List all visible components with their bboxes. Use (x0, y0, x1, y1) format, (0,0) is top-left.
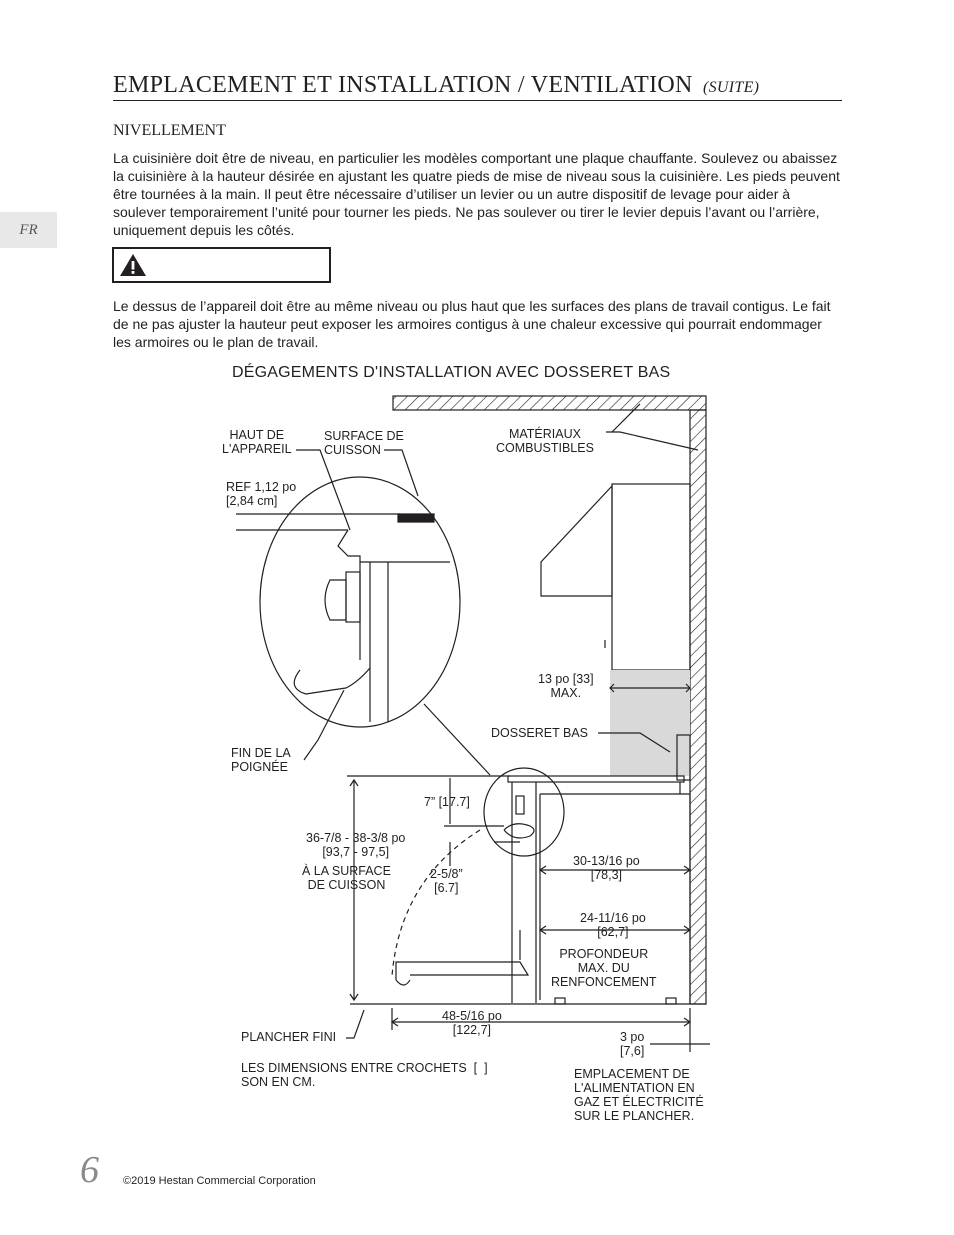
label-dim-3: 3 po [7,6] (620, 1030, 645, 1058)
label-top-of-appliance: HAUT DE L'APPAREIL (222, 428, 292, 456)
label-height-range: 36-7/8 - 38-3/8 po [93,7 - 97,5] (306, 831, 406, 859)
page-title-text: EMPLACEMENT ET INSTALLATION / VENTILATION (113, 72, 693, 98)
wall-hatch (690, 410, 706, 1004)
language-tab: FR (0, 212, 57, 248)
section-heading: NIVELLEMENT (113, 122, 226, 139)
clearance-zone (610, 670, 690, 776)
leveling-paragraph: La cuisinière doit être de niveau, en particulier les modèles comportant une plaque chauffante. Soulevez ou abaissez la cuisinière à la hauteur désirée en ajustant les quatre pieds de mise de niveau sous la cuisinière. Les pieds peuvent être tournées à la main. Il peut être nécessaire d’utiliser un levier ou un autre dispositif de levage pour aider à soulever temporairement l’unité pour tourner les pieds. Ne pas soulever ou tirer le levier depuis l’avant ou l’arrière, uniquement depuis les côtés. (113, 150, 840, 238)
page-title-suffix: (SUITE) (702, 79, 760, 96)
ceiling-hatch (393, 396, 706, 410)
label-low-backguard: DOSSERET BAS (491, 726, 589, 740)
label-handle-end: FIN DE LA POIGNÉE (231, 746, 291, 774)
label-dim-30-13-16: 30-13/16 po [78,3] (573, 854, 640, 882)
label-dimensions-note: LES DIMENSIONS ENTRE CROCHETS [ ] SON EN CM. (241, 1061, 488, 1089)
label-finished-floor: PLANCHER FINI (241, 1030, 337, 1044)
label-combustible-materials: MATÉRIAUX COMBUSTIBLES (496, 427, 594, 455)
label-ref-dimension: REF 1,12 po [2,84 cm] (226, 480, 297, 508)
label-cooking-surface: SURFACE DE CUISSON (324, 429, 404, 457)
height-paragraph: Le dessus de l’appareil doit être au même niveau ou plus haut que les surfaces des plans de travail contigus. Le fait de ne pas ajuster la hauteur peut exposer les armoires contigus à une chaleur excessive qui pourrait endommager les armoires ou le plan de travail. (113, 298, 831, 350)
copyright: ©2019 Hestan Commercial Corporation (123, 1175, 316, 1187)
page-number: 6 (80, 1149, 99, 1191)
label-13-max: 13 po [33] MAX. (538, 672, 594, 700)
diagram-title: DÉGAGEMENTS D'INSTALLATION AVEC DOSSERET BAS (232, 364, 671, 381)
upper-cabinet (612, 484, 690, 670)
label-dim-2-5-8: 2-5/8” [6.7] (430, 867, 463, 895)
label-dim-48-5-16: 48-5/16 po [122,7] (442, 1009, 502, 1037)
label-supply-location: EMPLACEMENT DE L'ALIMENTATION EN GAZ ET ÉLECTRICITÉ SUR LE PLANCHER. (574, 1067, 704, 1123)
label-to-cooking-surface: À LA SURFACE DE CUISSON (302, 864, 391, 892)
range-hood (541, 486, 612, 596)
label-max-recess-depth: PROFONDEUR MAX. DU RENFONCEMENT (551, 947, 657, 989)
label-dim-7: 7” [17.7] (424, 795, 470, 809)
label-dim-24-11-16: 24-11/16 po [62,7] (580, 911, 646, 939)
